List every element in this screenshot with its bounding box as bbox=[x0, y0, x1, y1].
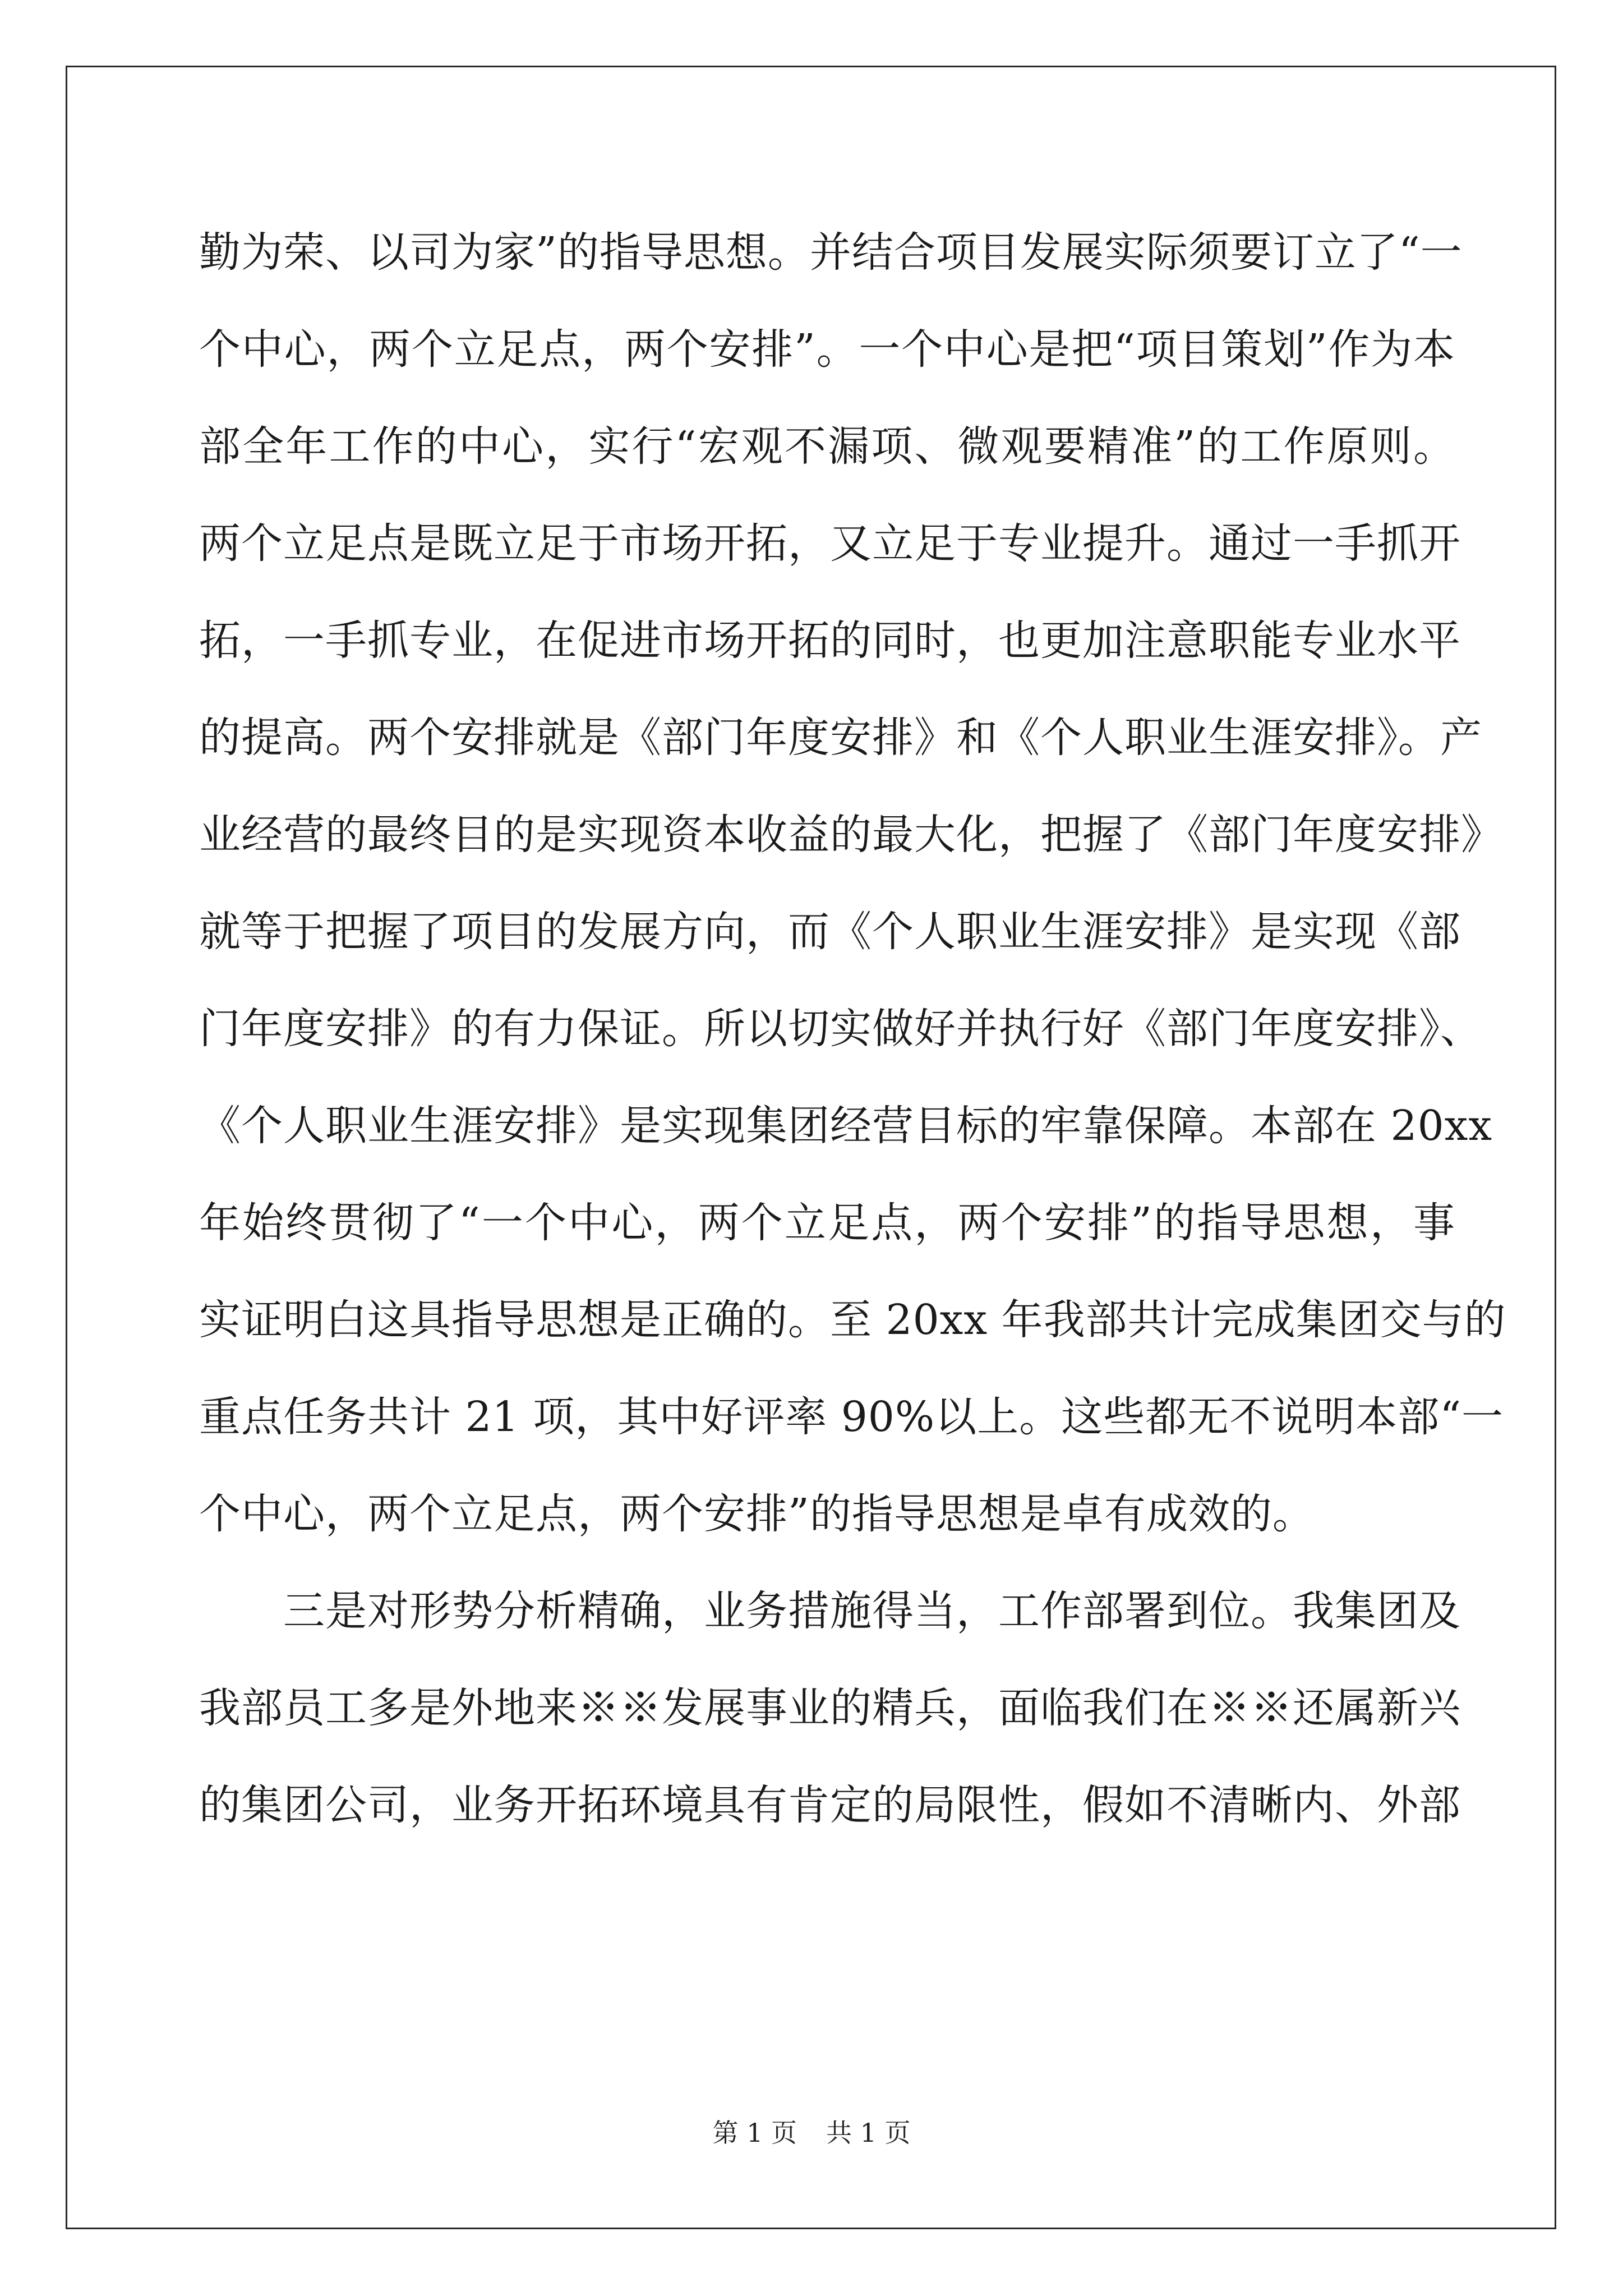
text-line: 的集团公司，业务开拓环境具有肯定的局限性，假如不清晰内、外部 bbox=[199, 1781, 1461, 1829]
text-line: 《个人职业生涯安排》是实现集团经营目标的牢靠保障。本部在 20xx bbox=[199, 1102, 1493, 1150]
text-line: 的提高。两个安排就是《部门年度安排》和《个人职业生涯安排》。产 bbox=[199, 714, 1482, 762]
text-line: 业经营的最终目的是实现资本收益的最大化，把握了《部门年度安排》 bbox=[199, 811, 1503, 859]
text-line: 部全年工作的中心，实行“宏观不漏项、微观要精准”的工作原则。 bbox=[199, 422, 1455, 471]
text-line: 门年度安排》的有力保证。所以切实做好并执行好《部门年度安排》、 bbox=[199, 1005, 1482, 1053]
text-line: 个中心，两个立足点，两个安排”。一个中心是把“项目策划”作为本 bbox=[199, 325, 1455, 374]
text-line: 实证明白这具指导思想是正确的。至 20xx 年我部共计完成集团交与的 bbox=[199, 1296, 1506, 1344]
text-line: 就等于把握了项目的发展方向，而《个人职业生涯安排》是实现《部 bbox=[199, 908, 1461, 956]
page-number: 第 1 页 bbox=[712, 2118, 797, 2148]
text-line: 两个立足点是既立足于市场开拓，又立足于专业提升。通过一手抓开 bbox=[199, 519, 1461, 568]
text-line: 三是对形势分析精确，业务措施得当，工作部署到位。我集团及 bbox=[283, 1587, 1461, 1635]
document-body bbox=[199, 204, 1506, 1854]
text-line: 我部员工多是外地来※※发展事业的精兵，面临我们在※※还属新兴 bbox=[199, 1684, 1461, 1732]
text-line: 勤为荣、以司为家”的指导思想。并结合项目发展实际须要订立了“一 bbox=[199, 228, 1463, 277]
page-count: 共 1 页 bbox=[826, 2118, 911, 2148]
page-footer bbox=[0, 2116, 1623, 2150]
text-line: 拓，一手抓专业，在促进市场开拓的同时，也更加注意职能专业水平 bbox=[199, 616, 1461, 665]
text-line: 年始终贯彻了“一个中心，两个立足点，两个安排”的指导思想，事 bbox=[199, 1199, 1455, 1247]
text-line: 个中心，两个立足点，两个安排”的指导思想是卓有成效的。 bbox=[199, 1490, 1315, 1538]
text-line: 重点任务共计 21 项，其中好评率 90%以上。这些都无不说明本部“一 bbox=[199, 1393, 1504, 1441]
